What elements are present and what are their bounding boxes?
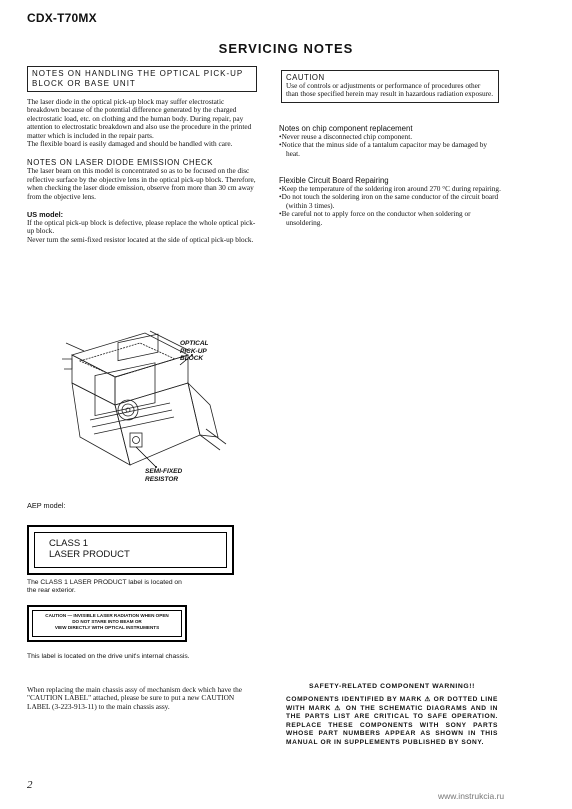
chip-note-item: • Never reuse a disconnected chip component. [279,133,501,141]
laser-emission-paragraph: The laser beam on this model is concentrated so as to be focused on the disc reflective surface by the objective lens in the optical pick-up block. Therefore, when checking the laser diode emission, observe from more than 30 cm away from the objective lens. [27,166,256,201]
caution-label-caption: This label is located on the drive unit's internal chassis. [27,653,190,660]
left-column [27,66,257,244]
optical-notes-heading: NOTES ON HANDLING THE OPTICAL PICK-UP BLOCK OR BASE UNIT [27,66,257,92]
semi-fixed-resistor-label: SEMI-FIXED RESISTOR [145,468,183,483]
optical-notes-paragraph-2: The flexible board is easily damaged and should be handled with care. [27,139,233,149]
flex-board-item: • Keep the temperature of the soldering iron around 270 °C during repairing. [279,185,501,193]
us-model-paragraph-1: If the optical pick-up block is defective, please replace the whole optical pick-up block. [27,218,256,236]
laser-emission-heading: NOTES ON LASER DIODE EMISSION CHECK [27,158,214,168]
chip-notes-section [279,124,501,158]
us-model-heading: US model: [27,210,64,220]
caution-box-text: Use of controls or adjustments or performance of procedures other than those specified herein may result in hazardous radiation exposure. [286,81,494,99]
class-1-laser-label: CLASS 1 LASER PRODUCT [27,525,234,575]
safety-warning-title: SAFETY-RELATED COMPONENT WARNING!! [308,683,476,690]
flex-board-item: • Do not touch the soldering iron on the same conductor of the circuit board (within 3 times). [279,193,501,210]
caution-laser-label: CAUTION — INVISIBLE LASER RADIATION WHEN OPEN DO NOT STARE INTO BEAM OR VIEW DIRECTLY WITH OPTICAL INSTRUMENTS [27,605,187,642]
optical-notes-paragraph-1: The laser diode in the optical pick-up block may suffer electrostatic breakdown because of the potential difference generated by the charged electrostatic load, etc. on clothing and the human body. During repair, pay attention to electrostatic breakdown and also use the procedure in the printed matter which is included in the repair parts. [27,97,252,140]
caution-box [281,70,499,103]
chip-notes-heading: Notes on chip component replacement [279,124,413,133]
optical-pickup-label: OPTICAL PICK-UP BLOCK [180,340,209,363]
page-number: 2 [27,779,33,791]
page-title: SERVICING NOTES [218,41,354,56]
us-model-paragraph-2: Never turn the semi-fixed resistor located at the side of optical pick-up block. [27,234,254,244]
aep-model-heading: AEP model: [27,501,66,510]
chip-note-item: • Notice that the minus side of a tantalum capacitor may be damaged by heat. [279,141,501,158]
flex-board-section [279,176,501,227]
safety-warning [286,683,498,748]
caution-box-title: CAUTION [286,73,325,82]
safety-warning-body: COMPONENTS IDENTIFIED BY MARK ⚠ OR DOTTED LINE WITH MARK ⚠ ON THE SCHEMATIC DIAGRAMS AND IN THE PARTS LIST ARE CRITICAL TO SAFE OPERATION. REPLACE THESE COMPONENTS WITH SONY PARTS WHOSE PART NUMBERS APPEAR AS SHOWN IN THIS MANUAL OR IN SUPPLEMENTS PUBLISHED BY SONY. [286,696,498,746]
model-number: CDX-T70MX [27,11,97,25]
optical-pickup-diagram [60,325,250,490]
flex-board-heading: Flexible Circuit Board Repairing [279,176,389,185]
caution-label-replacement-paragraph: When replacing the main chassis assy of mechanism deck which have the "CAUTION LABEL" attached, please be sure to put a new CAUTION LABEL (3-223-913-11) to the main chassis assy. [27,685,242,711]
flex-board-item: • Be careful not to apply force on the conductor when soldering or unsoldering. [279,210,501,227]
watermark: www.instrukcia.ru [438,791,505,801]
class-label-caption: The CLASS 1 LASER PRODUCT label is located on the rear exterior. [27,579,182,594]
